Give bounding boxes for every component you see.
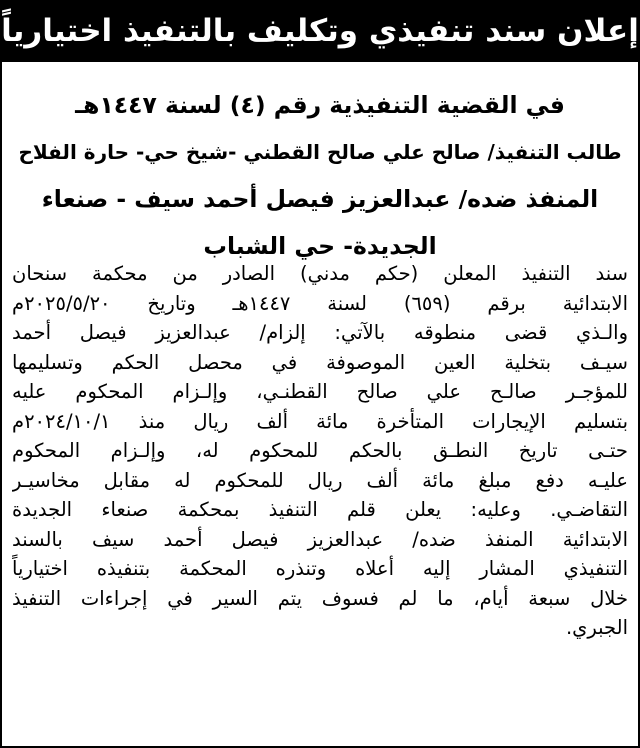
body-line: الابتدائية المنفذ ضده/ عبدالعزيز فيصل أحمد سيف بالسند <box>12 527 628 551</box>
notice-title: إعلان سند تنفيذي وتكليف بالتنفيذ اختيارياً <box>2 2 638 60</box>
body-line: الابتدائية برقم (٦٥٩) لسنة ١٤٤٧هـ وتاريخ ٢٠٢٥/٥/٢٠م <box>12 291 628 315</box>
notice-body <box>12 259 628 643</box>
body-line: بتسليم الإيجارات المتأخرة مائة ألف ريال منذ ٢٠٢٤/١٠/١م <box>12 409 628 433</box>
body-line: التقاضـي. وعليه: يعلن قلم التنفيذ بمحكمة صنعاء الجديدة <box>12 498 628 521</box>
body-line: عليـه دفع مبلغ مائة ألف ريال للمحكوم له مقابل مخاسيـر <box>12 468 628 492</box>
body-line: سيـف بتخلية العين الموصوفة في محصل الحكم وتسليمها <box>12 350 628 374</box>
body-line-final: الجبري. <box>565 616 628 639</box>
body-line: والـذي قضى منطوقه بالآتي: إلزام/ عبدالعزيز فيصل أحمد <box>12 321 628 344</box>
claimant-line: طالب التنفيذ/ صالح علي صالح القطني -شيخ حي- حارة الفلاح <box>18 140 622 164</box>
respondent-line: المنفذ ضده/ عبدالعزيز فيصل أحمد سيف - صنعاء <box>41 185 599 213</box>
respondent-address-line: الجديدة- حي الشباب <box>203 232 437 260</box>
body-line: للمؤجـر صالـح علي صالح القطنـي، وإلـزام المحكوم عليه <box>12 380 628 403</box>
case-details <box>14 82 626 270</box>
body-line: التنفيذي المشار إليه أعلاه وتنذره المحكمة بتنفيذه اختيارياً <box>12 557 628 580</box>
body-line: خلال سبعة أيام، ما لم فسوف يتم السير في إجراءات التنفيذ <box>12 586 628 610</box>
body-line: حتـى تاريخ النطـق بالحكم للمحكوم له، وإلـزام المحكوم <box>12 439 628 462</box>
body-line: سند التنفيذ المعلن (حكم مدني) الصادر من محكمة سنحان <box>12 262 628 285</box>
case-number-line: في القضية التنفيذية رقم (٤) لسنة ١٤٤٧هـ <box>75 91 565 119</box>
